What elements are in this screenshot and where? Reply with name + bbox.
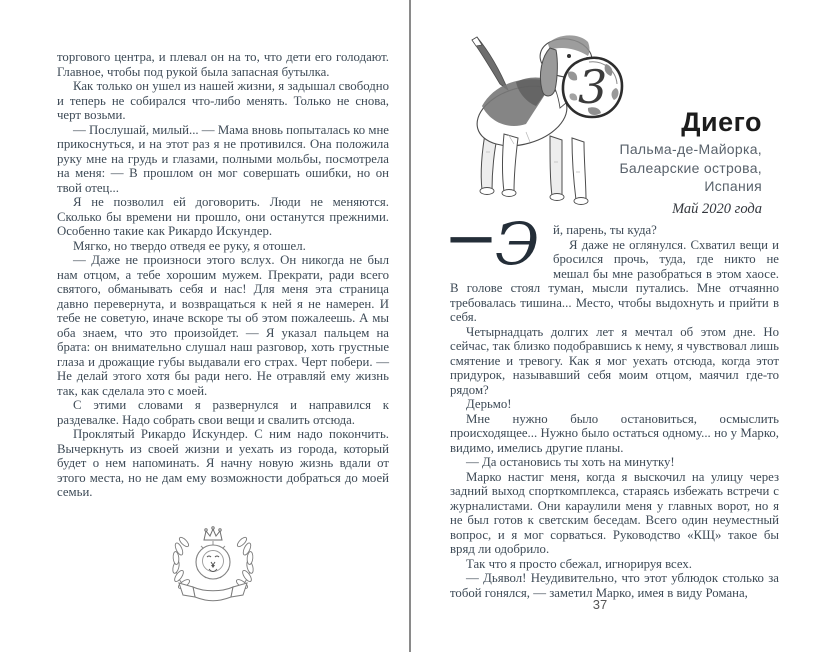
chapter-title: Диего xyxy=(681,107,762,137)
chapter-location xyxy=(440,140,762,196)
chapter-date: Май 2020 года xyxy=(672,200,762,217)
page-number: 37 xyxy=(592,597,608,612)
paragraph: Мягко, но твердо отведя ее руку, я отошел. xyxy=(73,238,306,253)
right-page-text-block xyxy=(448,209,779,600)
paragraph: Проклятый Рикардо Искундер. С ним надо покончить. Вычеркнуть из своей жизни и уехать из города, который будет о нем напоминать. Я начну новую жизнь вдали от этого места, но не дам ему возможности добраться до моей семьи. xyxy=(57,427,389,499)
paragraph: С этими словами я развернулся и направился к раздевалке. Надо собрать свои вещи и свалить отсюда. xyxy=(57,398,389,427)
paragraph: — Даже не произноси этого вслух. Он никогда не был нам отцом, а тебе хорошим мужем. Прекрати, ради всего святого, обманывать себя и нас! Для меня эта страница давно перевернута, и возвращаться к ней я не намерен. И тебе не советую, иначе вскоре ты об этом пожалеешь. А мы оба знаем, что это произойдет. — Я указал пальцем на брата: он внимательно слушал наш разговор, хоть грустные глаза и дрожащие губы выдавали его страх. Черт побери. — Не делай этого хотя бы ради него. Не отравляй ему жизнь так, как сделала это с моей. xyxy=(57,253,389,398)
drop-cap xyxy=(448,209,548,278)
paragraph: — Послушай, милый... — Мама вновь попыталась ко мне прикоснуться, и на этот раз я не противился. Она положила руку мне на грудь и глазами, полными мольбы, посмотрела на меня: — В прошлом он мог совершать ошибки, но он твой отец... xyxy=(57,122,389,195)
left-page-text-block xyxy=(57,50,389,500)
drop-cap-letter: Э xyxy=(495,210,540,278)
lion-crest-emblem-icon xyxy=(159,526,267,610)
paragraph: Я не позволил ей договорить. Люди не меняются. Сколько бы времени ни прошло, они останутся прежними. Особенно такие как Рикардо Искундер. xyxy=(57,195,389,238)
paragraph: Марко настиг меня, когда я выскочил на улицу через задний выход спорткомплекса, стараясь избежать встречи с журналистами. Они караулили меня у главных ворот, но я не был готов к светским беседам. Всего один неуместный вопрос, и я мог сорваться. Руководство «КЩ» такое бы вряд ли одобрило. xyxy=(450,469,779,556)
paragraph: Так что я просто сбежал, игнорируя всех. xyxy=(466,556,692,571)
paragraph: Как только он ушел из нашей жизни, я задышал свободно и теперь не собирался что-либо менять. Только не снова, черт возьми. xyxy=(57,79,389,122)
location-line: Испания xyxy=(704,178,762,194)
paragraph: — Дьявол! Неудивительно, что этот ублюдок столько за тобой гонялся, — заметил Марко, имея в виду Романа, xyxy=(450,571,779,600)
paragraph: Дерьмо! xyxy=(466,397,512,411)
location-line: Пальма-де-Майорка, xyxy=(619,141,762,157)
paragraph: Четырнадцать долгих лет я мечтал об этом дне. Но сейчас, так близко подобравшись к нему, я чувствовал лишь смятение и тревогу. Как я мог уехать отсюда, когда этот придурок, называвший себя моим отцом, маячил где-то рядом? xyxy=(450,324,779,397)
paragraph: Мне нужно было остановиться, осмыслить происходящее... Нужно было остаться одному... но у Марко, видимо, имелись другие планы. xyxy=(450,411,779,455)
drop-cap-dash: — xyxy=(448,209,494,263)
paragraph: — Да остановись ты хоть на минутку! xyxy=(466,455,675,469)
chapter-number: 3 xyxy=(578,60,608,114)
page-gutter-divider xyxy=(409,0,411,652)
paragraph: й, парень, ты куда? xyxy=(553,223,657,237)
paragraph: Я даже не оглянулся. Схватил вещи и бросился прочь, туда, где никто не мешал бы мне разобраться в этом хаосе. В голове стоял туман, мысли путались. Мне отчаянно требовалась тишина... Место, чтобы выдохнуть и прийти в себя. xyxy=(450,237,779,324)
paragraph: торгового центра, и плевал он на то, что дети его голодают. Главное, чтобы под рукой была запасная бутылка. xyxy=(57,50,389,79)
chapter-header xyxy=(440,108,762,218)
location-line: Балеарские острова, xyxy=(619,159,762,176)
